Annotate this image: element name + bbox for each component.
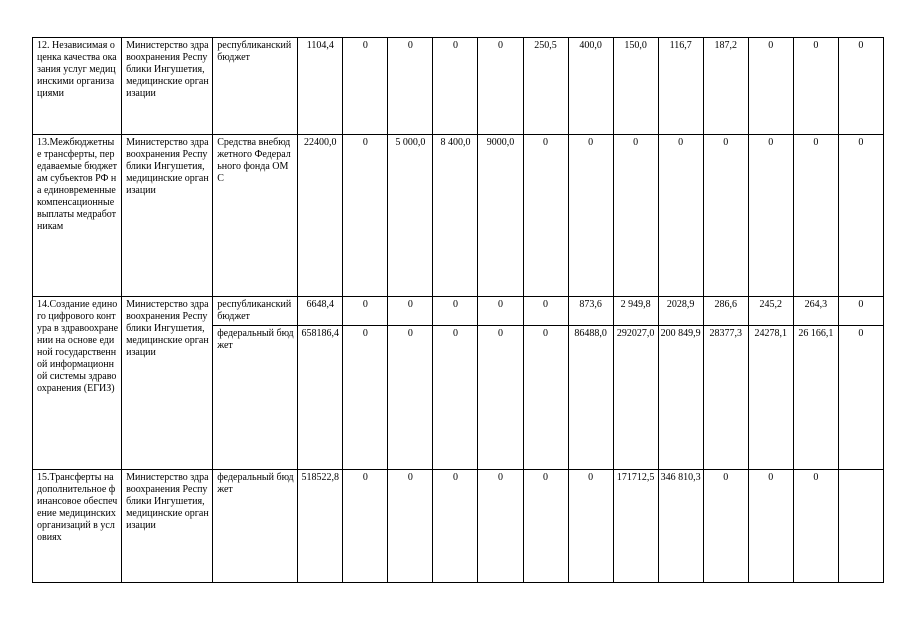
funding-source-cell: федеральный бюджет (213, 326, 298, 470)
value-cell: 1104,4 (298, 38, 343, 135)
value-cell: 28377,3 (703, 326, 748, 470)
value-cell: 0 (838, 135, 883, 297)
value-cell: 0 (478, 38, 523, 135)
value-cell: 0 (343, 38, 388, 135)
funding-source-cell: федеральный бюджет (213, 470, 298, 583)
value-cell: 0 (568, 470, 613, 583)
value-cell: 116,7 (658, 38, 703, 135)
value-cell: 400,0 (568, 38, 613, 135)
activity-cell: 12. Независимая оценка качества оказания услуг медицинскими организациями (33, 38, 122, 135)
value-cell: 0 (748, 135, 793, 297)
executor-cell: Министерство здравоохранения Республики Ингушетия, медицинские организации (122, 135, 213, 297)
value-cell: 0 (523, 135, 568, 297)
budget-table (32, 37, 884, 583)
value-cell: 86488,0 (568, 326, 613, 470)
funding-source-cell: республиканский бюджет (213, 38, 298, 135)
value-cell: 245,2 (748, 297, 793, 326)
table-row (33, 297, 884, 326)
value-cell: 187,2 (703, 38, 748, 135)
value-cell: 346 810,3 (658, 470, 703, 583)
value-cell: 9000,0 (478, 135, 523, 297)
value-cell: 0 (478, 297, 523, 326)
value-cell: 0 (703, 470, 748, 583)
executor-cell: Министерство здравоохранения Республики Ингушетия, медицинские организации (122, 470, 213, 583)
value-cell: 0 (523, 326, 568, 470)
value-cell: 0 (388, 297, 433, 326)
value-cell: 0 (793, 470, 838, 583)
value-cell: 0 (343, 470, 388, 583)
value-cell: 0 (568, 135, 613, 297)
value-cell: 150,0 (613, 38, 658, 135)
value-cell: 873,6 (568, 297, 613, 326)
value-cell: 171712,5 (613, 470, 658, 583)
value-cell: 0 (838, 326, 883, 470)
value-cell: 0 (658, 135, 703, 297)
value-cell: 0 (388, 470, 433, 583)
value-cell: 250,5 (523, 38, 568, 135)
value-cell: 0 (433, 326, 478, 470)
value-cell: 22400,0 (298, 135, 343, 297)
value-cell: 26 166,1 (793, 326, 838, 470)
value-cell: 0 (343, 135, 388, 297)
executor-cell: Министерство здравоохранения Республики Ингушетия, медицинские организации (122, 297, 213, 470)
value-cell: 0 (343, 326, 388, 470)
value-cell: 2028,9 (658, 297, 703, 326)
value-cell: 0 (343, 297, 388, 326)
value-cell: 0 (748, 470, 793, 583)
value-cell: 0 (703, 135, 748, 297)
table-row (33, 38, 884, 135)
value-cell: 8 400,0 (433, 135, 478, 297)
value-cell: 0 (838, 38, 883, 135)
value-cell: 0 (613, 135, 658, 297)
value-cell: 518522,8 (298, 470, 343, 583)
table-body (33, 38, 884, 583)
value-cell: 0 (838, 297, 883, 326)
value-cell: 0 (748, 38, 793, 135)
value-cell: 5 000,0 (388, 135, 433, 297)
value-cell: 0 (478, 326, 523, 470)
executor-cell: Министерство здравоохранения Республики Ингушетия, медицинские организации (122, 38, 213, 135)
value-cell: 0 (793, 135, 838, 297)
value-cell: 200 849,9 (658, 326, 703, 470)
value-cell: 286,6 (703, 297, 748, 326)
value-cell: 24278,1 (748, 326, 793, 470)
value-cell: 0 (793, 38, 838, 135)
value-cell: 0 (433, 38, 478, 135)
value-cell (838, 470, 883, 583)
value-cell: 292027,0 (613, 326, 658, 470)
value-cell: 0 (388, 326, 433, 470)
funding-source-cell: республиканский бюджет (213, 297, 298, 326)
value-cell: 0 (433, 470, 478, 583)
value-cell: 2 949,8 (613, 297, 658, 326)
value-cell: 6648,4 (298, 297, 343, 326)
table-row (33, 135, 884, 297)
activity-cell: 14.Создание единого цифрового контура в здравоохранении на основе единой государственной информационной системы здравоохранения (ЕГИЗ) (33, 297, 122, 470)
value-cell: 0 (523, 297, 568, 326)
value-cell: 0 (478, 470, 523, 583)
activity-cell: 13.Межбюджетные трансферты, передаваемые бюджетам субъектов РФ на единовременные компенсационные выплаты медработникам (33, 135, 122, 297)
value-cell: 264,3 (793, 297, 838, 326)
value-cell: 0 (433, 297, 478, 326)
activity-cell: 15.Трансферты на дополнительное финансовое обеспечение медицинских организаций в условиях (33, 470, 122, 583)
value-cell: 0 (388, 38, 433, 135)
value-cell: 658186,4 (298, 326, 343, 470)
funding-source-cell: Средства внебюджетного Федерального фонда ОМС (213, 135, 298, 297)
value-cell: 0 (523, 470, 568, 583)
table-row (33, 470, 884, 583)
